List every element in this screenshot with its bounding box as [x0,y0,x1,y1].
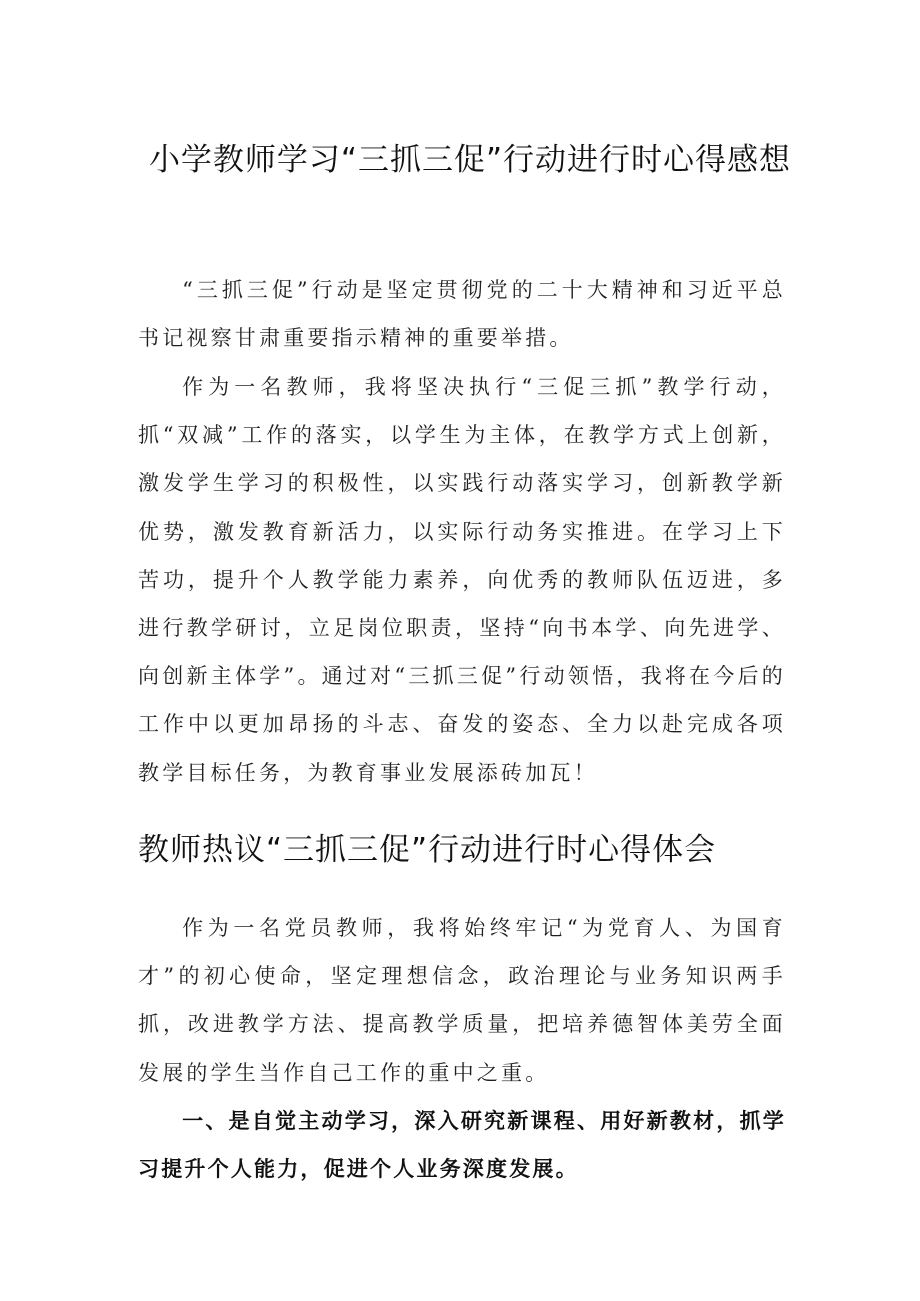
paragraph-teacher-commitment: 作为一名教师，我将坚决执行“三促三抓”教学行动，抓“双减”工作的落实，以学生为主体，在教学方式上创新，激发学生学习的积极性，以实践行动落实学习，创新教学新优势，激发教育新活力，以实际行动务实推进。在学习上下苦功，提升个人教学能力素养，向优秀的教师队伍迈进，多进行教学研讨，立足岗位职责，坚持“向书本学、向先进学、向创新主体学”。通过对“三抓三促”行动领悟，我将在今后的工作中以更加昂扬的斗志、奋发的姿态、全力以赴完成各项教学目标任务，为教育事业发展添砖加瓦！ [138,375,786,785]
document-title: 小学教师学习“三抓三促”行动进行时心得感想 [148,142,792,178]
section-title: 教师热议“三抓三促”行动进行时心得体会 [138,832,717,868]
paragraph-intro: “三抓三促”行动是坚定贯彻党的二十大精神和习近平总书记视察甘肃重要指示精神的重要举措。 [138,278,786,351]
paragraph-point-one: 一、是自觉主动学习，深入研究新课程、用好新教材，抓学习提升个人能力，促进个人业务深度发展。 [138,1109,786,1182]
paragraph-party-teacher: 作为一名党员教师，我将始终牢记“为党育人、为国育才”的初心使命，坚定理想信念，政治理论与业务知识两手抓，改进教学方法、提高教学质量，把培养德智体美劳全面发展的学生当作自己工作的重中之重。 [138,916,786,1085]
